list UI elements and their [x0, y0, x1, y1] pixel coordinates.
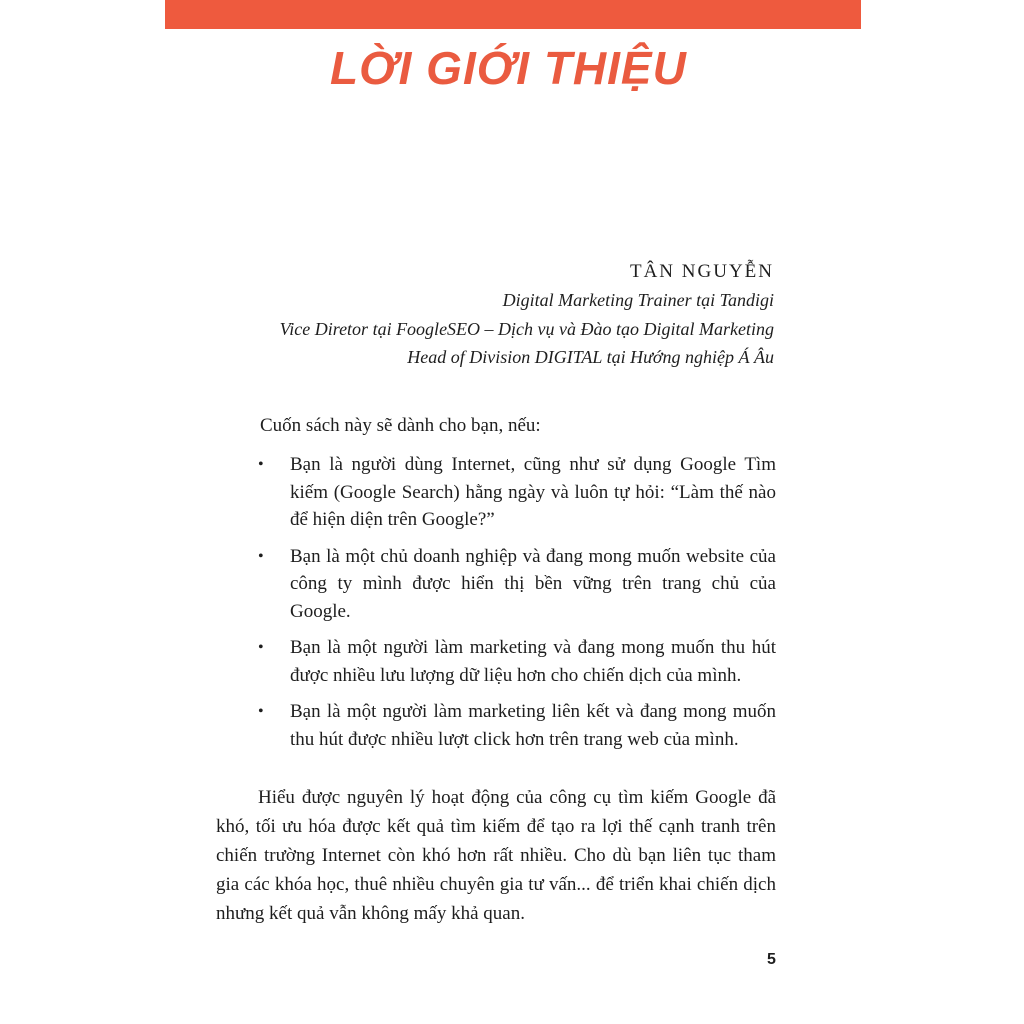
- bullet-item: [256, 634, 776, 689]
- bullet-icon: •: [258, 703, 264, 720]
- page-number: 5: [767, 951, 776, 968]
- bullet-icon: •: [258, 456, 264, 473]
- author-role: Digital Marketing Trainer tại Tandigi: [502, 290, 774, 310]
- bullet-item: [256, 543, 776, 626]
- bullet-icon: •: [258, 639, 264, 656]
- author-name: TÂN NGUYỄN: [629, 261, 774, 282]
- bullet-list: [256, 451, 776, 762]
- author-role: Head of Division DIGITAL tại Hướng nghiệp Á Âu: [407, 347, 774, 367]
- bullet-item: [256, 451, 776, 534]
- bullet-text: Bạn là một chủ doanh nghiệp và đang mong muốn website của công ty mình được hiển thị bền vững trên trang chủ của Google.: [290, 545, 776, 622]
- author-block: [280, 258, 774, 372]
- author-role: Vice Diretor tại FoogleSEO – Dịch vụ và Đào tạo Digital Marketing: [279, 318, 774, 339]
- intro-text: Cuốn sách này sẽ dành cho bạn, nếu:: [260, 415, 541, 436]
- bullet-text: Bạn là người dùng Internet, cũng như sử dụng Google Tìm kiếm (Google Search) hằng ngày và luôn tự hỏi: “Làm thế nào để hiện diện trên Google?”: [290, 454, 776, 530]
- page-title: LỜI GIỚI THIỆU: [330, 42, 687, 94]
- body-paragraph: Hiểu được nguyên lý hoạt động của công cụ tìm kiếm Google đã khó, tối ưu hóa được kết quả tìm kiếm để tạo ra lợi thế cạnh tranh trên chiến trường Internet còn khó hơn rất nhiều. Cho dù bạn liên tục tham gia các khóa học, thuê nhiều chuyên gia tư vấn... để triển khai chiến dịch nhưng kết quả vẫn không mấy khả quan.: [216, 787, 776, 924]
- bullet-item: [256, 698, 776, 753]
- bullet-text: Bạn là một người làm marketing và đang mong muốn thu hút được nhiều lưu lượng dữ liệu hơn cho chiến dịch của mình.: [290, 637, 776, 686]
- bullet-icon: •: [258, 547, 264, 565]
- bullet-text: Bạn là một người làm marketing liên kết và đang mong muốn thu hút được nhiều lượt click hơn trên trang web của mình.: [290, 701, 776, 750]
- header-color-bar: [165, 0, 861, 29]
